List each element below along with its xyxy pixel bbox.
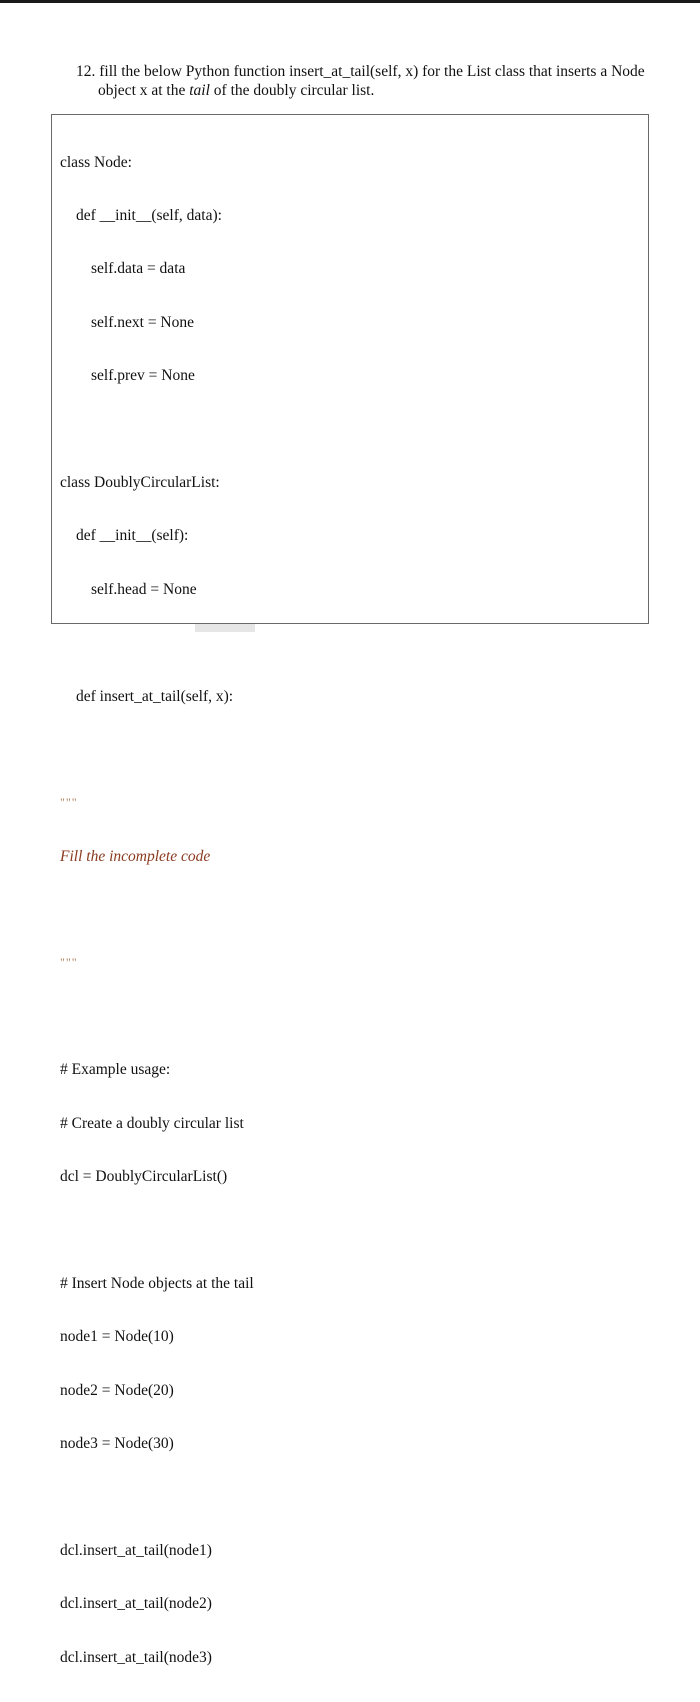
code-blank-line <box>60 1008 254 1026</box>
code-line-node3: node3 = Node(30) <box>60 1434 174 1452</box>
code-placeholder: Fill the incomplete code <box>60 847 211 865</box>
code-box <box>51 114 649 1666</box>
code-blank-line <box>60 1488 254 1506</box>
code-line-node-init: def __init__(self, data): <box>76 206 222 224</box>
code-listing <box>60 118 254 1702</box>
question-line-1: 12. fill the below Python function insert_at_tail(self, x) for the List class that inserts a Node <box>76 63 645 80</box>
code-line-call2: dcl.insert_at_tail(node2) <box>60 1595 212 1613</box>
code-line-node1: node1 = Node(10) <box>60 1328 174 1346</box>
question-text <box>76 62 666 100</box>
question-emphasis-tail: tail <box>189 82 210 99</box>
question-line-2-start: object x at the <box>98 82 190 99</box>
code-line-node-next: self.next = None <box>91 313 195 331</box>
question-line-2-end: of the doubly circular list. <box>209 82 375 99</box>
code-line-call3: dcl.insert_at_tail(node3) <box>60 1648 212 1666</box>
code-blank-line <box>60 1221 254 1239</box>
top-rule <box>0 0 700 3</box>
code-line-comment-create: # Create a doubly circular list <box>60 1114 244 1132</box>
code-line-dcl-class: class DoublyCircularList: <box>60 473 220 491</box>
code-line-dcl-init: def __init__(self): <box>76 527 189 545</box>
code-line-node-prev: self.prev = None <box>91 367 195 385</box>
question-line-2 <box>76 81 666 100</box>
code-line-insert-def: def insert_at_tail(self, x): <box>76 687 234 705</box>
code-line-node-class: class Node: <box>60 153 132 171</box>
code-line-node-data: self.data = data <box>91 260 186 278</box>
code-line-call1: dcl.insert_at_tail(node1) <box>60 1541 212 1559</box>
code-line-dcl-assign: dcl = DoublyCircularList() <box>60 1168 228 1186</box>
code-line-comment-usage: # Example usage: <box>60 1061 171 1079</box>
code-docstring-open: """ <box>60 795 78 810</box>
code-blank-line <box>60 741 254 759</box>
code-blank-line <box>60 901 254 919</box>
code-docstring-close: """ <box>60 955 78 970</box>
code-line-node2: node2 = Node(20) <box>60 1381 174 1399</box>
code-line-dcl-head: self.head = None <box>91 580 197 598</box>
code-blank-line <box>60 634 254 652</box>
code-blank-line <box>60 421 254 439</box>
code-line-comment-insert: # Insert Node objects at the tail <box>60 1274 254 1292</box>
scan-shadow <box>195 624 255 632</box>
